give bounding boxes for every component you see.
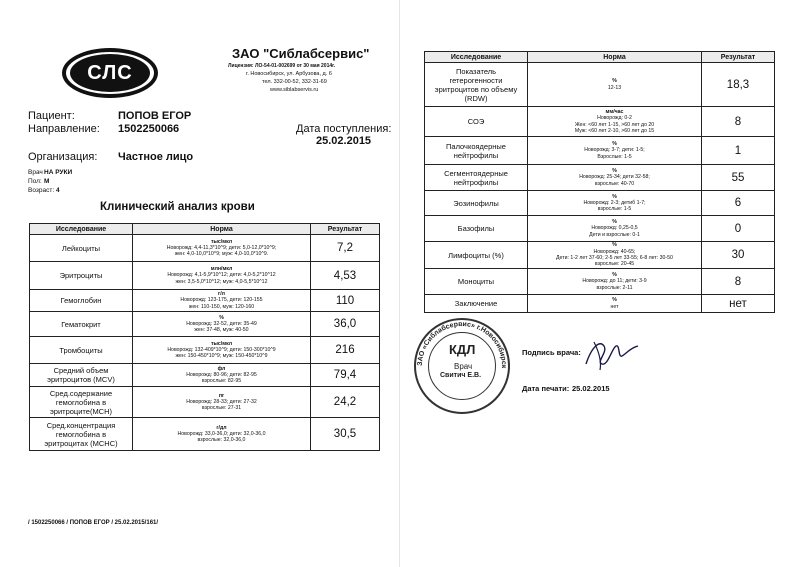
reference-range-line: 12-13 [607,84,622,91]
stamp-doctor-name: Свитич Е.В. [440,372,482,379]
test-name-line: Гематокрит [61,319,101,329]
reference-range [528,137,702,165]
unit-label: % [612,242,617,249]
reference-range-line: взрослые: 82-95 [201,378,242,385]
table-row [425,269,775,295]
lab-stamp-ring-label: ЗАО «Сиблабсервис» г.Новосибирск [416,320,508,369]
reference-range [528,295,702,313]
reference-range-line: Новорожд: 4,1-5,9*10^12; дети: 4,0-5,2*10^12 [167,272,276,279]
reference-range-line: Дети: 1-2 лет 37-60; 2-5 лет 33-55; 6-8 лет: 30-50 [556,255,673,261]
test-name [30,364,133,387]
print-date-value: 25.02.2015 [572,384,610,393]
company-logo: СЛС [70,54,150,92]
unit-label: % [612,297,617,304]
reference-range [528,191,702,216]
reference-range-line: Новорожд: 32-52, дети: 35-49 [186,320,257,327]
sex-label: Пол: [28,178,42,185]
test-name-line: Моноциты [457,277,495,286]
analysis-title: Клинический анализ крови [100,201,255,213]
table-row [30,262,380,290]
reference-range-line: Муж: <60 лет 2-10, >60 лет до 15 [574,127,655,134]
results-table-right [424,51,775,313]
reference-range [528,242,702,269]
table-row [30,418,380,451]
date-value: 25.02.2015 [316,135,372,147]
unit-label: мм/час [605,108,624,115]
reference-range [528,165,702,191]
test-name-line: гетерогенности [449,75,503,85]
organization-value: Частное лицо [118,151,194,163]
column-header-result: Результат [702,52,775,63]
reference-range-line: взрослые: 2-11 [596,284,633,291]
unit-label: % [612,141,617,148]
test-name-line: Сегментоядерные [444,168,508,178]
test-name-line: эритроцитах (MCHC) [44,438,118,448]
test-name [425,107,528,137]
organization-label: Организация: [28,151,98,163]
reference-range-line: Новорожд: 25-34; дети 32-58; [579,174,650,181]
column-header-norm: Норма [528,52,702,63]
test-name-line: нейтрофилы [453,150,499,160]
reference-range-line: Дети и взрослые: 0-1 [589,231,640,238]
reference-range-line: Жен: <60 лет 1-15, >60 лет до 20 [574,121,655,128]
doctor-value: НА РУКИ [44,169,73,176]
test-name [425,242,528,269]
test-name [30,387,133,418]
reference-range-line: Новорожд: 132-409*10^9; дети: 150-300*10^9 [167,346,276,353]
reference-range [133,312,311,337]
result-value: 1 [702,137,775,165]
date-label: Дата поступления: [296,123,392,135]
test-name-line: Сред.концентрация [46,420,116,430]
test-name [425,295,528,313]
reference-range-line: жен: 4,0-10,0*10^9; муж: 4,0-10,0*10^9. [174,251,269,258]
company-license: Лицензия: ЛО-54-01-002699 от 30 мая 2014г. [228,63,336,69]
reference-range [133,364,311,387]
result-value: 55 [702,165,775,191]
result-value: 110 [311,290,380,312]
table-row [30,387,380,418]
reference-range-line: взрослые: 32,0-36,0 [197,437,246,444]
test-name-line: Сред.содержание [49,388,113,398]
table-row [30,337,380,364]
test-name-line: Эозинофилы [453,198,499,208]
reference-range-line: Новорожд: 80-96; дети: 82-95 [186,371,257,378]
test-name-line: Базофилы [457,224,495,233]
test-name [425,269,528,295]
column-header-test: Исследование [425,52,528,63]
result-value: 24,2 [311,387,380,418]
column-header-norm: Норма [133,224,311,235]
reference-range-line: взрослые: 27-31 [201,405,242,412]
reference-range-line: Взрослые: 1-5 [597,153,632,160]
table-row [30,235,380,262]
result-value: 7,2 [311,235,380,262]
direction-number: 1502250066 [118,123,180,135]
reference-range-line: Новорожд: 123-175, дети: 120-155 [180,297,263,304]
unit-label: % [612,272,617,279]
reference-range-line: взрослые: 40-70 [594,180,635,187]
test-name [425,137,528,165]
table-row [425,295,775,313]
reference-range [133,262,311,290]
reference-range [528,216,702,242]
reference-range-line: Новорожд: 33,0-36,0; дети: 32,0-36,0 [177,430,266,437]
unit-label: % [612,193,617,200]
age-value: 4 [56,187,60,194]
table-row [425,165,775,191]
result-value: 79,4 [311,364,380,387]
reference-range [133,387,311,418]
reference-range-line: жен: 110-150, муж: 120-160 [188,303,255,310]
unit-label: г/дл [216,424,227,431]
reference-range-line: Новорожд: 40-65; [593,248,636,255]
test-name [425,191,528,216]
reference-range-line: жен: 3,5-5,0*10^12; муж: 4,0-5,5*10^12 [175,278,268,285]
test-name-line: Эритроциты [59,271,103,280]
test-name-line: (RDW) [464,93,488,103]
result-value: 30 [702,242,775,269]
test-name [30,337,133,364]
reference-range [133,235,311,262]
reference-range-line: жен: 150-450*10^9; муж: 150-450*10^9 [175,353,268,360]
reference-range [133,418,311,451]
table-row [425,107,775,137]
result-value: 30,5 [311,418,380,451]
unit-label: % [612,78,617,85]
reference-range-line: взрослые: 20-45 [594,261,635,268]
unit-label: тыс/мкл [210,238,233,245]
test-name [30,290,133,312]
test-name-line: Палочкоядерные [446,141,506,151]
reference-range-line: Новорожд: 2-3; детиб 1-7; [583,199,646,206]
reference-range [528,269,702,295]
unit-label: % [219,314,224,321]
unit-label: млн/мкл [210,266,233,273]
reference-range-line: нет [610,303,619,310]
print-date-label: Дата печати: [522,384,570,393]
table-row [425,191,775,216]
result-value: нет [702,295,775,313]
unit-label: пг [218,392,225,399]
reference-range [133,290,311,312]
company-address: г. Новосибирск, ул. Арбузова, д. 6 [246,71,332,77]
reference-range-line: Новорожд: 28-33; дети: 27-32 [186,398,257,405]
table-row [425,137,775,165]
patient-label: Пациент: [28,110,75,122]
test-name [30,418,133,451]
test-name-line: Заключение [454,299,498,308]
result-value: 8 [702,269,775,295]
test-name-line: Лимфоциты (%) [448,250,504,260]
column-header-test: Исследование [30,224,133,235]
signature-label: Подпись врача: [522,348,581,357]
result-value: 4,53 [311,262,380,290]
table-row [425,216,775,242]
result-value: 216 [311,337,380,364]
reference-range-line: жен: 37-48, муж: 40-50 [194,327,249,334]
company-phone: тел. 332-00-52, 332-31-69 [262,79,327,85]
test-name-line: СОЭ [467,117,485,126]
direction-label: Направление: [28,123,100,135]
reference-range-line: Новорожд: 3-7; дети: 1-5; [584,147,645,154]
reference-range-line: Новорожд: 0-2 [597,115,632,122]
test-name [425,165,528,191]
test-name-line: Средний объем [53,366,109,375]
test-name-line: нейтрофилы [453,177,499,187]
doctor-signature [582,336,642,372]
test-name-line: Показатель [455,66,497,76]
unit-label: % [612,219,617,226]
result-value: 0 [702,216,775,242]
test-name-line: эритроцитов (MCV) [47,375,115,384]
table-row [425,242,775,269]
table-row [425,63,775,107]
test-name [425,216,528,242]
reference-range-line: Новорожд: 0,25-0,5 [591,225,638,232]
result-value: 8 [702,107,775,137]
test-name-line: Тромбоциты [59,345,103,355]
test-name [30,235,133,262]
test-name [30,262,133,290]
test-name-line: гемоглобина в [55,429,107,439]
results-table-left [29,223,380,451]
test-name-line: гемоглобина в [55,397,107,407]
reference-range-line: Новорожд: до 11; дети: 3-9 [582,278,647,285]
result-value: 36,0 [311,312,380,337]
reference-range-line: Новорожд: 4,4-11,3*10^9; дети: 5,0-12,0*10^9; [166,244,277,251]
test-name-line: Гемоглобин [60,296,102,305]
stamp-title: КДЛ [449,342,476,357]
reference-range [528,107,702,137]
reference-range [133,337,311,364]
table-row [30,290,380,312]
table-row [30,312,380,337]
test-name-line: эритроцитов по объему [434,84,518,94]
test-name-line: Лейкоциты [61,243,101,253]
test-name-line: эритроците(MCH) [49,406,113,416]
age-label: Возраст: [28,187,55,194]
sex-value: М [44,178,50,185]
company-name: ЗАО "Сиблабсервис" [232,46,370,61]
doctor-label: Врач [28,169,43,176]
stamp-role: Врач [454,362,473,371]
result-value: 6 [702,191,775,216]
unit-label: г/л [218,291,225,298]
column-header-result: Результат [311,224,380,235]
patient-name: ПОПОВ ЕГОР [118,110,192,122]
test-name [425,63,528,107]
result-value: 18,3 [702,63,775,107]
unit-label: % [612,168,617,175]
reference-range [528,63,702,107]
company-site: www.siblabservis.ru [270,87,319,93]
unit-label: фл [217,365,226,372]
reference-range-line: взрослые: 1-5 [597,206,632,213]
test-name [30,312,133,337]
table-row [30,364,380,387]
right-page [400,0,800,567]
unit-label: тыс/мкл [210,340,233,347]
footer-reference: / 1502250066 / ПОПОВ ЕГОР / 25.02.2015/161/ [28,520,159,526]
